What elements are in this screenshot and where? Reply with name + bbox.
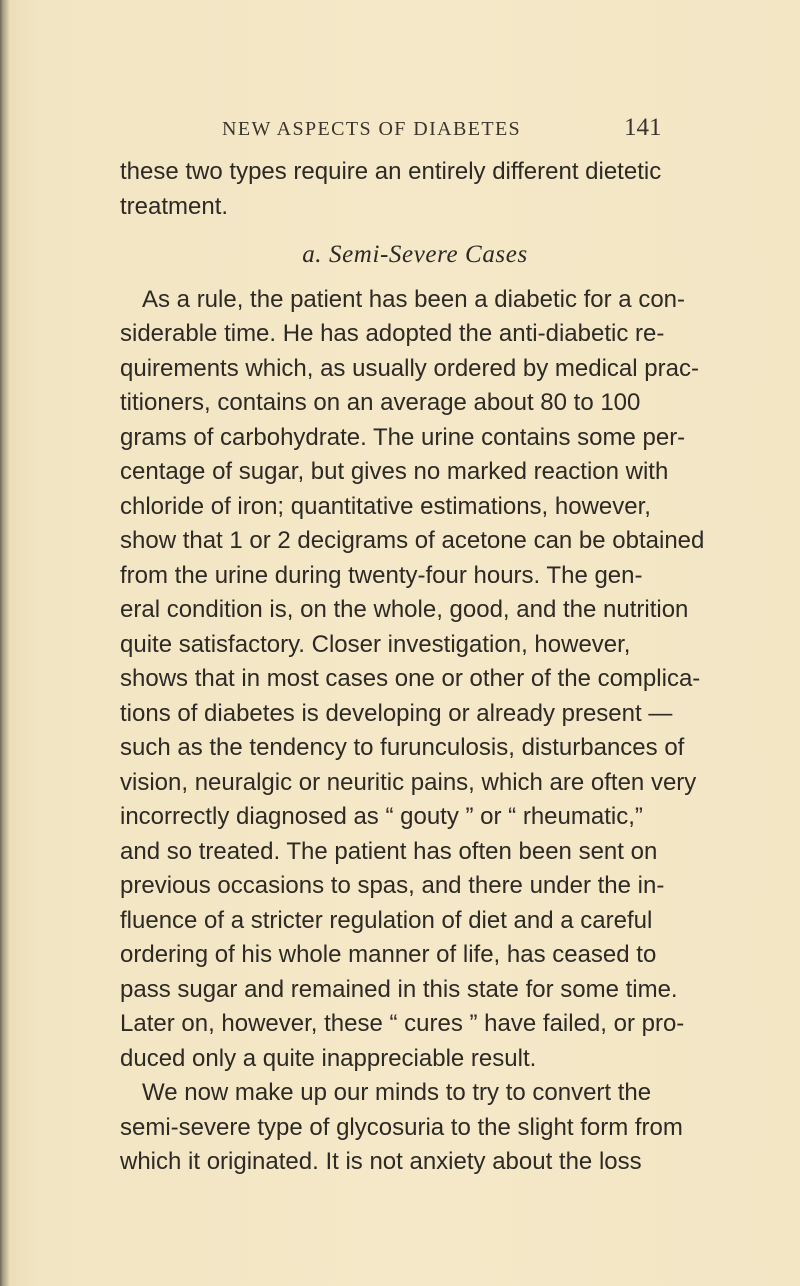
text-line: pass sugar and remained in this state for some time.	[120, 975, 678, 1003]
body-text	[120, 155, 705, 1180]
text-line: titioners, contains on an average about 80 to 100	[120, 389, 641, 416]
running-title: NEW ASPECTS OF DIABETES	[222, 118, 522, 140]
text-line: eral condition is, on the whole, good, and the nutrition	[120, 596, 689, 623]
text-line: Later on, however, these “ cures ” have failed, or pro-	[120, 1010, 685, 1037]
text-line: such as the tendency to furunculosis, disturbances of	[120, 734, 685, 761]
text-line: chloride of iron; quantitative estimations, however,	[120, 492, 651, 520]
text-line: fluence of a stricter regulation of diet and a careful	[120, 906, 653, 934]
text-line: which it originated. It is not anxiety about the loss	[120, 1148, 642, 1175]
text-line: duced only a quite inappreciable result.	[120, 1044, 537, 1072]
text-line: incorrectly diagnosed as “ gouty ” or “ rheumatic,”	[120, 803, 643, 830]
text-line: and so treated. The patient has often been sent on	[120, 837, 658, 865]
text-line: previous occasions to spas, and there under the in-	[120, 872, 665, 899]
section-heading: a. Semi-Severe Cases	[302, 241, 528, 268]
text-line: shows that in most cases one or other of the complica-	[120, 665, 701, 692]
text-line: show that 1 or 2 decigrams of acetone can be obtained	[120, 527, 705, 554]
text-line: treatment.	[120, 192, 229, 220]
text-line: these two types require an entirely different dietetic	[120, 158, 662, 185]
running-head	[0, 114, 800, 148]
text-line: centage of sugar, but gives no marked reaction with	[120, 458, 669, 485]
text-line: quirements which, as usually ordered by medical prac-	[120, 354, 699, 382]
paragraph-first-line: As a rule, the patient has been a diabetic for a con-	[142, 285, 686, 313]
text-line: semi-severe type of glycosuria to the slight form from	[120, 1113, 683, 1141]
text-line: ordering of his whole manner of life, has ceased to	[120, 941, 657, 968]
text-line: tions of diabetes is developing or already present —	[120, 699, 673, 727]
text-line: from the urine during twenty-four hours. The gen-	[120, 561, 643, 589]
page-number: 141	[624, 114, 662, 141]
page-binding-edge	[0, 0, 10, 1286]
text-line: vision, neuralgic or neuritic pains, which are often very	[120, 768, 697, 796]
text-line: grams of carbohydrate. The urine contains some per-	[120, 423, 686, 451]
text-line: siderable time. He has adopted the anti-diabetic re-	[120, 320, 665, 347]
text-line: quite satisfactory. Closer investigation, however,	[120, 630, 631, 658]
paragraph-first-line: We now make up our minds to try to convert the	[142, 1079, 652, 1106]
